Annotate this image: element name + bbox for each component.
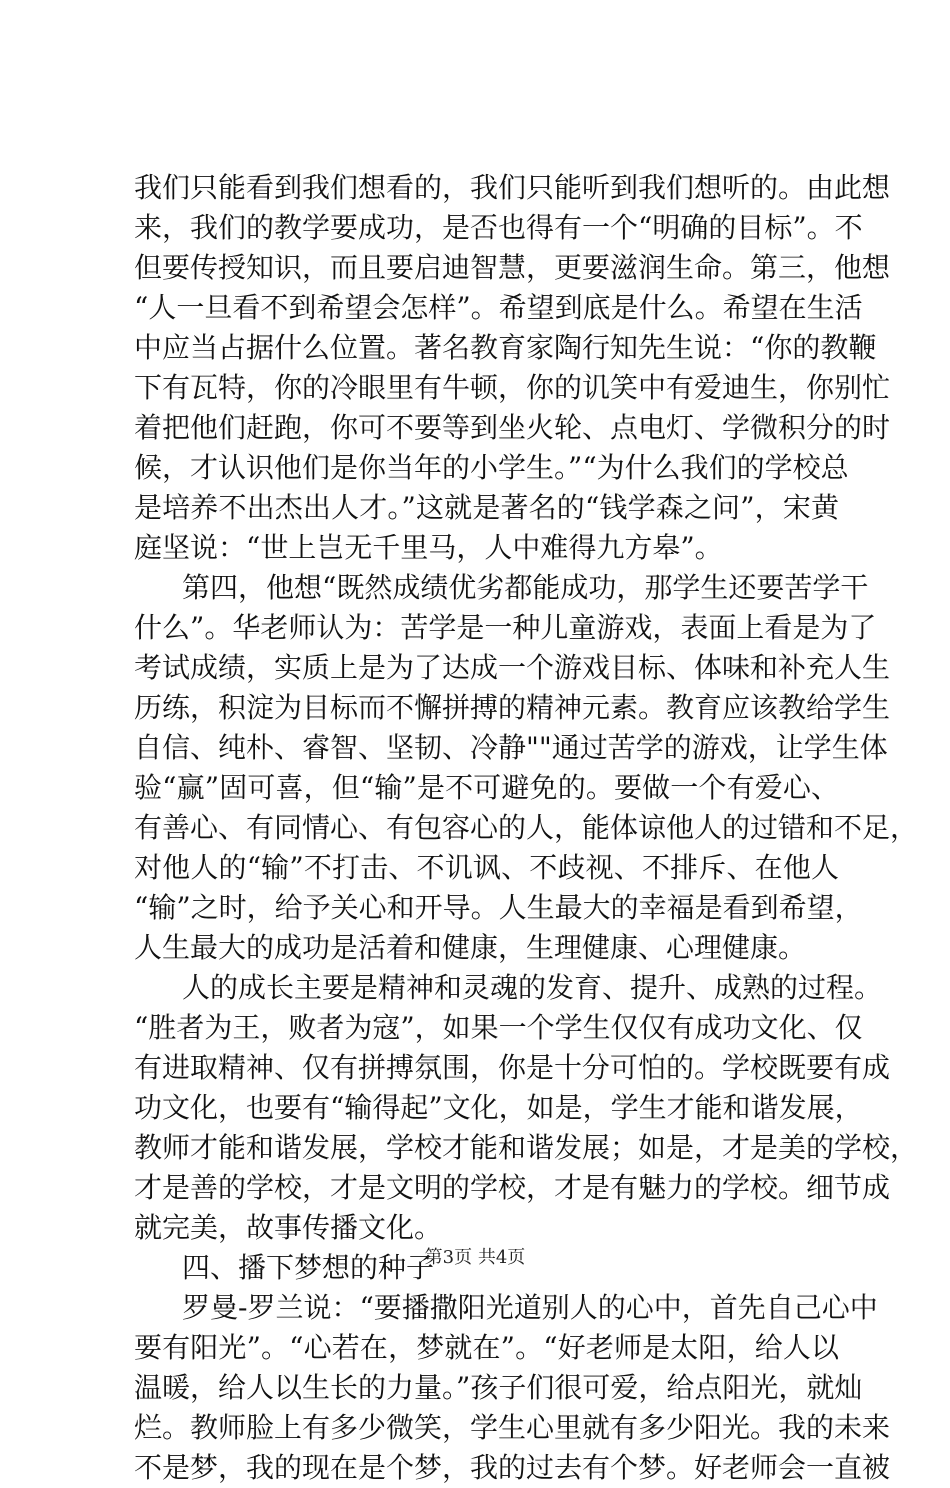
text-line: 是培养不出杰出人才。”这就是著名的“钱学森之问”，宋黄 [134,491,839,524]
text-line: 烂。教师脸上有多少微笑，学生心里就有多少阳光。我的未来 [134,1411,891,1444]
text-line: 自信、纯朴、睿智、坚韧、冷静""通过苦学的游戏，让学生体 [134,731,888,764]
text-line: 温暖，给人以生长的力量。”孩子们很可爱，给点阳光，就灿 [134,1371,863,1404]
text-line: 人生最大的成功是活着和健康，生理健康、心理健康。 [134,931,807,964]
text-line: 我们只能看到我们想看的，我们只能听到我们想听的。由此想 [134,171,891,204]
text-line: 着把他们赶跑，你可不要等到坐火轮、点电灯、学微积分的时 [134,411,891,444]
text-line: 考试成绩，实质上是为了达成一个游戏目标、体味和补充人生 [134,651,891,684]
text-line: 人的成长主要是精神和灵魂的发育、提升、成熟的过程。 [182,971,883,1004]
text-line: 庭坚说：“世上岂无千里马，人中难得九方皋”。 [134,531,723,564]
text-line: 对他人的“输”不打击、不讥讽、不歧视、不排斥、在他人 [134,851,839,884]
text-line: “输”之时，给予关心和开导。人生最大的幸福是看到希望， [134,891,863,924]
text-line: 来，我们的教学要成功，是否也得有一个“明确的目标”。不 [134,211,863,244]
text-line: 不是梦，我的现在是个梦，我的过去有个梦。好老师会一直被 [134,1451,891,1484]
text-line: 功文化，也要有“输得起”文化，如是，学生才能和谐发展， [134,1091,863,1124]
text-line: 罗曼-罗兰说：“要播撒阳光道别人的心中，首先自己心中 [182,1291,878,1324]
text-line: 就完美，故事传播文化。 [134,1211,443,1244]
text-line: 才是善的学校，才是文明的学校，才是有魅力的学校。细节成 [134,1171,891,1204]
text-line: “人一旦看不到希望会怎样”。希望到底是什么。希望在生活 [134,291,863,324]
text-line: 教师才能和谐发展，学校才能和谐发展；如是，才是美的学校， [134,1131,919,1164]
text-line: 中应当占据什么位置。著名教育家陶行知先生说：“你的教鞭 [134,331,877,364]
text-line: 但要传授知识，而且要启迪智慧，更要滋润生命。第三，他想 [134,251,891,284]
text-line: 验“赢”固可喜，但“输”是不可避免的。要做一个有爱心、 [134,771,839,804]
text-line: 历练，积淀为目标而不懈拼搏的精神元素。教育应该教给学生 [134,691,891,724]
text-line: 四、播下梦想的种子 [182,1251,435,1284]
text-line: 有善心、有同情心、有包容心的人，能体谅他人的过错和不足， [134,811,919,844]
text-line: 第四，他想“既然成绩优劣都能成功，那学生还要苦学干 [182,571,869,604]
text-line: 下有瓦特，你的冷眼里有牛顿，你的讥笑中有爱迪生，你别忙 [134,371,891,404]
text-line: “胜者为王，败者为寇”，如果一个学生仅仅有成功文化、仅 [134,1011,863,1044]
text-line: 要有阳光”。“心若在，梦就在”。“好老师是太阳，给人以 [134,1331,839,1364]
text-line: 什么”。华老师认为：苦学是一种儿童游戏，表面上看是为了 [134,611,877,644]
text-line: 候，才认识他们是你当年的小学生。”“为什么我们的学校总 [134,451,849,484]
body-text [134,168,919,1488]
text-line: 有进取精神、仅有拼搏氛围，你是十分可怕的。学校既要有成 [134,1051,891,1084]
page-footer: 第3页 共4页 [424,1247,526,1268]
